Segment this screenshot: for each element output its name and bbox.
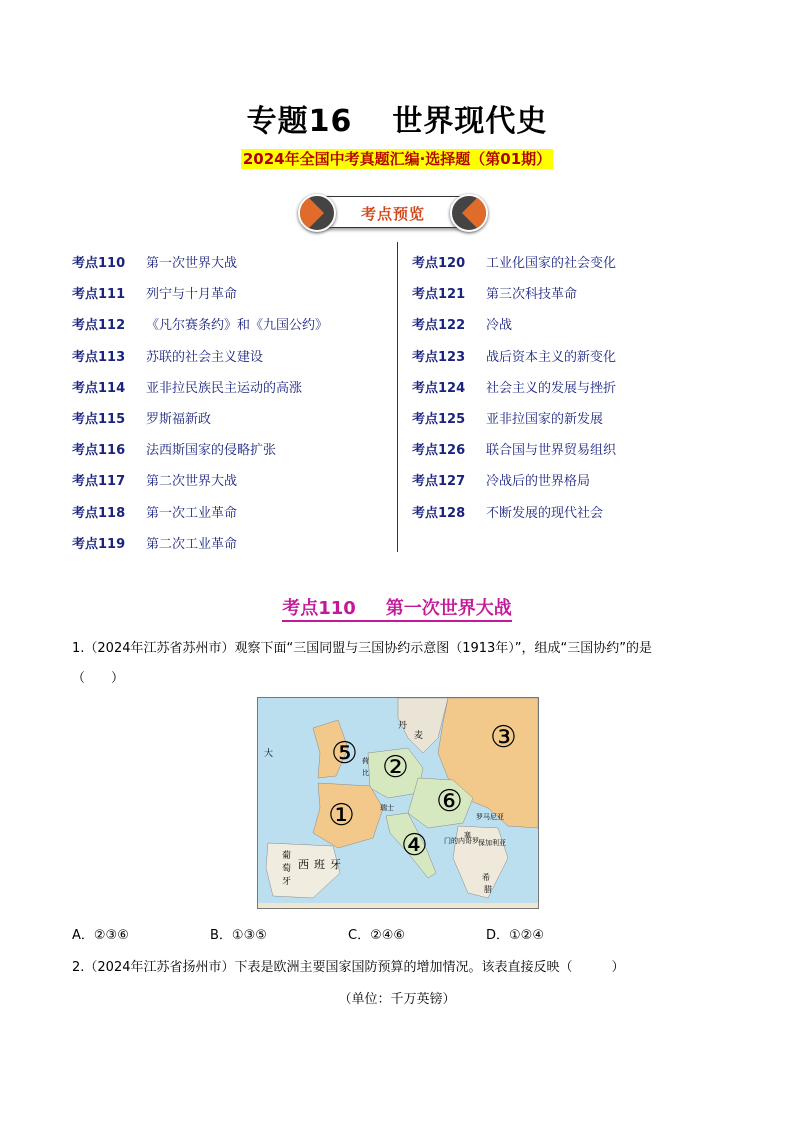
preview-banner xyxy=(298,194,488,230)
topic-code: 考点115 xyxy=(72,412,126,428)
banner-label: 考点预览 xyxy=(360,205,425,223)
topic-name: 不断发展的现代社会 xyxy=(486,505,604,521)
topic-name: 社会主义的发展与挫折 xyxy=(486,380,617,396)
option-a[interactable]: A．②③⑥ xyxy=(72,928,129,943)
topic-row[interactable] xyxy=(72,433,328,464)
map-label-4: ④ xyxy=(401,828,428,863)
topic-list-right xyxy=(412,246,616,527)
question-1-blank: （ ） xyxy=(72,671,125,686)
question-1-options xyxy=(72,924,624,943)
topic-code: 考点127 xyxy=(412,474,466,490)
option-b[interactable]: B．①③⑤ xyxy=(210,928,267,943)
map-small-label: 葡 xyxy=(282,851,292,861)
topic-code: 考点126 xyxy=(412,443,466,459)
topic-code: 考点118 xyxy=(72,505,126,521)
topic-name: 冷战后的世界格局 xyxy=(486,474,591,490)
topic-name: 第一次世界大战 xyxy=(146,256,238,272)
topic-divider xyxy=(397,242,398,552)
topic-name: 冷战 xyxy=(486,318,513,334)
map-small-label: 班 xyxy=(314,858,325,871)
section-title xyxy=(0,594,794,620)
topic-row[interactable] xyxy=(412,496,616,527)
question-1 xyxy=(72,634,712,694)
topic-code: 考点110 xyxy=(72,256,126,272)
question-2-unit: （单位：千万英镑） xyxy=(338,992,456,1007)
topic-row[interactable] xyxy=(412,308,616,339)
topic-code: 考点121 xyxy=(412,287,466,303)
topic-row[interactable] xyxy=(72,402,328,433)
topic-name: 第一次工业革命 xyxy=(146,505,238,521)
map-small-label: 丹 xyxy=(398,721,408,731)
topic-name: 战后资本主义的新变化 xyxy=(486,349,617,365)
topic-row[interactable] xyxy=(72,371,328,402)
map-small-label: 牙 xyxy=(282,877,292,887)
topic-row[interactable] xyxy=(72,464,328,495)
topic-name: 第二次世界大战 xyxy=(146,474,238,490)
topic-row[interactable] xyxy=(72,246,328,277)
subtitle-text: 2024年全国中考真题汇编·选择题（第01期） xyxy=(242,150,552,168)
map-label-3: ③ xyxy=(490,720,517,755)
topic-name: 亚非拉民族民主运动的高涨 xyxy=(146,380,303,396)
topic-name: 亚非拉国家的新发展 xyxy=(486,412,604,428)
map-label-5: ⑤ xyxy=(331,736,358,771)
topic-row[interactable] xyxy=(72,496,328,527)
topic-row[interactable] xyxy=(412,340,616,371)
title-topic-number: 专题16 xyxy=(246,104,353,139)
topic-code: 考点117 xyxy=(72,474,126,490)
map-small-label: 保加利亚 xyxy=(478,839,506,847)
topic-row[interactable] xyxy=(412,464,616,495)
map-small-label: 塞 xyxy=(464,831,471,839)
topic-row[interactable] xyxy=(72,527,328,558)
topic-row[interactable] xyxy=(412,402,616,433)
topic-code: 考点111 xyxy=(72,287,126,303)
map-small-label: 萄 xyxy=(282,864,292,874)
topic-row[interactable] xyxy=(72,308,328,339)
topic-name: 法西斯国家的侵略扩张 xyxy=(146,443,277,459)
map-small-label: 罗马尼亚 xyxy=(476,813,504,821)
topic-code: 考点128 xyxy=(412,505,466,521)
topic-code: 考点125 xyxy=(412,412,466,428)
map-label-2: ② xyxy=(382,750,409,785)
topic-name: 联合国与世界贸易组织 xyxy=(486,443,617,459)
map-small-label: 希 xyxy=(482,873,490,882)
question-1-text: 1.（2024年江苏省苏州市）观察下面“三国同盟与三国协约示意图（1913年）”，组成“三国协约”的是 xyxy=(72,641,653,656)
map-small-label: 瑞士 xyxy=(380,804,394,812)
page-title xyxy=(0,96,794,140)
topic-code: 考点116 xyxy=(72,443,126,459)
topic-name: 罗斯福新政 xyxy=(146,412,212,428)
topic-name: 第三次科技革命 xyxy=(486,287,578,303)
topic-name: 《凡尔赛条约》和《九国公约》 xyxy=(146,318,329,334)
topic-row[interactable] xyxy=(412,371,616,402)
map-small-label: 牙 xyxy=(330,858,341,871)
topic-code: 考点124 xyxy=(412,380,466,396)
map-small-label: 西 xyxy=(298,858,309,871)
map-label-6: ⑥ xyxy=(436,784,463,819)
topic-row[interactable] xyxy=(412,433,616,464)
topic-row[interactable] xyxy=(412,277,616,308)
topic-name: 苏联的社会主义建设 xyxy=(146,349,264,365)
option-d[interactable]: D．①②④ xyxy=(486,928,544,943)
map-small-label: 大 xyxy=(264,749,274,759)
map-small-label: 比 xyxy=(362,769,369,777)
map-small-label: 荷 xyxy=(362,757,369,765)
topic-code: 考点114 xyxy=(72,380,126,396)
topic-row[interactable] xyxy=(72,340,328,371)
section-code: 考点110 xyxy=(282,598,356,619)
topic-row[interactable] xyxy=(412,246,616,277)
section-name: 第一次世界大战 xyxy=(385,598,512,619)
topic-name: 第二次工业革命 xyxy=(146,536,238,552)
topic-code: 考点112 xyxy=(72,318,126,334)
europe-map-figure xyxy=(257,697,539,909)
topic-row[interactable] xyxy=(72,277,328,308)
question-2-text: 2.（2024年江苏省扬州市）下表是欧洲主要国家国防预算的增加情况。该表直接反映（ ） xyxy=(72,960,625,975)
option-c[interactable]: C．②④⑥ xyxy=(348,928,406,943)
topic-name: 列宁与十月革命 xyxy=(146,287,238,303)
subtitle xyxy=(0,148,794,169)
topic-code: 考点120 xyxy=(412,256,466,272)
title-topic-name: 世界现代史 xyxy=(392,104,548,139)
topic-code: 考点123 xyxy=(412,349,466,365)
map-label-1: ① xyxy=(328,798,355,833)
map-small-label: 门的内哥罗 xyxy=(444,837,479,845)
map-small-label: 麦 xyxy=(414,731,424,741)
topic-code: 考点122 xyxy=(412,318,466,334)
topic-name: 工业化国家的社会变化 xyxy=(486,256,617,272)
topic-code: 考点119 xyxy=(72,536,126,552)
question-2 xyxy=(72,956,625,975)
map-small-label: 腊 xyxy=(484,885,492,894)
topic-list-left xyxy=(72,246,328,558)
topic-code: 考点113 xyxy=(72,349,126,365)
